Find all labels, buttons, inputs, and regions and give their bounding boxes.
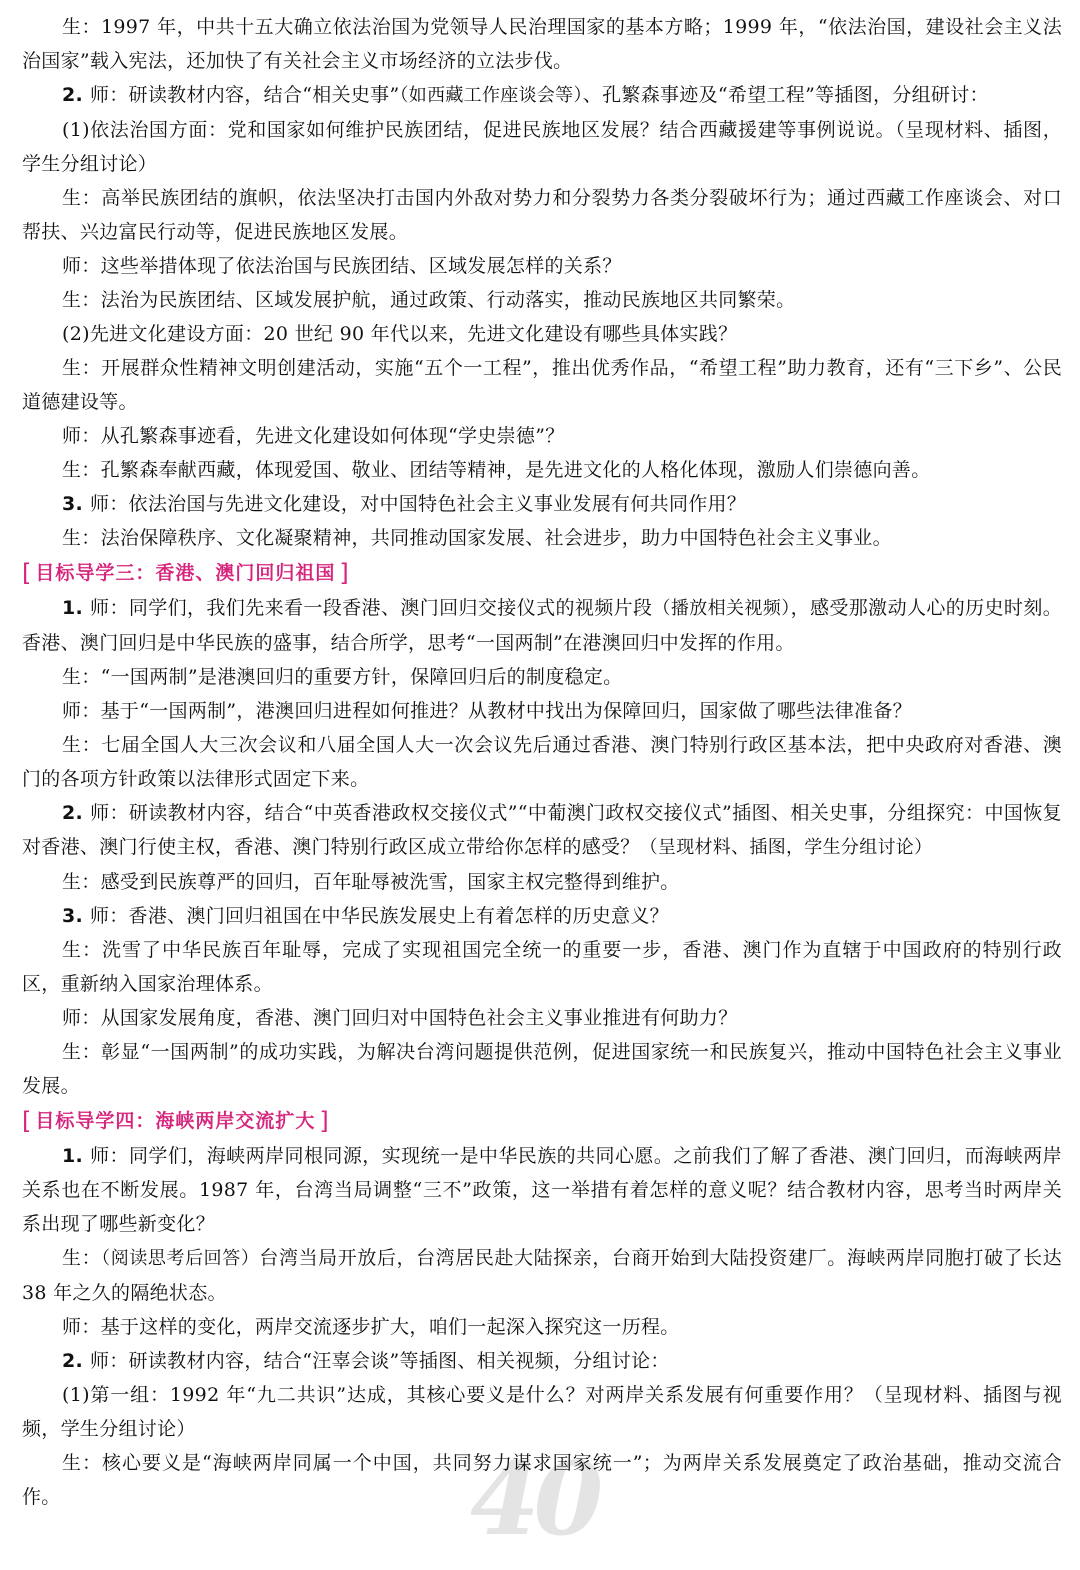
paragraph-note: （呈现材料、插图，学生分组讨论） — [639, 837, 933, 858]
item-number: 2. — [62, 84, 90, 106]
paragraph-note: （如西藏工作座谈会等） — [399, 85, 583, 106]
paragraph — [22, 1344, 1062, 1378]
paragraph: 生：法治保障秩序、文化凝聚精神，共同推动国家发展、社会进步，助力中国特色社会主义事业。 — [62, 527, 892, 549]
paragraph: 生：核心要义是“海峡两岸同属一个中国，共同努力谋求国家统一”；为两岸关系发展奠定了政治基础，推动交流合作。 — [22, 1452, 1062, 1508]
paragraph-text: 师：依法治国与先进文化建设，对中国特色社会主义事业发展有何共同作用？ — [89, 493, 747, 515]
section-title: 目标导学四：海峡两岸交流扩大 — [35, 1110, 316, 1132]
paragraph-text: 师：香港、澳门回归祖国在中华民族发展史上有着怎样的历史意义？ — [89, 905, 669, 927]
right-bracket-icon: ] — [319, 1107, 329, 1135]
paragraph-group-a — [22, 10, 1062, 555]
section-title: 目标导学三：香港、澳门回归祖国 — [35, 562, 336, 584]
paragraph — [22, 1241, 1062, 1310]
paragraph — [22, 591, 1062, 660]
paragraph-text-rest: ，感受那激动人心的历史时刻。香港、澳门回归是中华民族的盛事，结合所学，思考“一国两制”在港澳回归中发挥的作用。 — [22, 597, 1063, 654]
paragraph: 师：基于这样的变化，两岸交流逐步扩大，咱们一起深入探究这一历程。 — [62, 1316, 680, 1338]
paragraph: 生：高举民族团结的旗帜，依法坚决打击国内外敌对势力和分裂势力各类分裂破坏行为；通过西藏工作座谈会、对口帮扶、兴边富民行动等，促进民族地区发展。 — [22, 187, 1062, 243]
paragraph: 生：“一国两制”是港澳回归的重要方针，保障回归后的制度稳定。 — [62, 666, 623, 688]
paragraph-text-rest: 台湾当局开放后，台湾居民赴大陆探亲，台商开始到大陆投资建厂。海峡两岸同胞打破了长达 38 年之久的隔绝状态。 — [22, 1247, 1062, 1304]
paragraph: 生：法治为民族团结、区域发展护航，通过政策、行动落实，推动民族地区共同繁荣。 — [62, 289, 796, 311]
paragraph: 生：彰显“一国两制”的成功实践，为解决台湾问题提供范例，促进国家统一和民族复兴，推动中国特色社会主义事业发展。 — [22, 1041, 1062, 1097]
paragraph-group-b — [22, 591, 1062, 1103]
paragraph: 生：感受到民族尊严的回归，百年耻辱被洗雪，国家主权完整得到维护。 — [62, 871, 680, 893]
paragraph-text: 师：研读教材内容，结合“相关史事” — [89, 84, 400, 106]
item-number: 1. — [62, 597, 91, 619]
paragraph: 生：洗雪了中华民族百年耻辱，完成了实现祖国完全统一的重要一步，香港、澳门作为直辖于中国政府的特别行政区，重新纳入国家治理体系。 — [22, 939, 1062, 995]
paragraph — [22, 487, 1062, 521]
paragraph: 生：七届全国人大三次会议和八届全国人大一次会议先后通过香港、澳门特别行政区基本法，把中央政府对香港、澳门的各项方针政策以法律形式固定下来。 — [22, 734, 1062, 790]
paragraph-text-rest: 、孔繁森事迹及“希望工程”等插图，分组研讨： — [582, 84, 989, 106]
paragraph: (1)依法治国方面：党和国家如何维护民族团结，促进民族地区发展？结合西藏援建等事例说说。（呈现材料、插图，学生分组讨论） — [22, 119, 1062, 175]
paragraph — [22, 78, 1062, 113]
paragraph — [22, 796, 1062, 865]
left-bracket-icon: [ — [22, 559, 32, 587]
paragraph-text: 师：研读教材内容，结合“汪辜会谈”等插图、相关视频，分组讨论： — [89, 1350, 670, 1372]
item-number: 1. — [62, 1145, 91, 1167]
paragraph: (1)第一组：1992 年“九二共识”达成，其核心要义是什么？对两岸关系发展有何重要作用？（呈现材料、插图与视频，学生分组讨论） — [22, 1384, 1062, 1440]
paragraph: 师：基于“一国两制”，港澳回归进程如何推进？从教材中找出为保障回归，国家做了哪些法律准备？ — [62, 700, 912, 722]
paragraph-text: 师：同学们，我们先来看一段香港、澳门回归交接仪式的视频片段 — [90, 597, 653, 619]
paragraph-text: 师：同学们，海峡两岸同根同源，实现统一是中华民族的共同心愿。之前我们了解了香港、澳门回归，而海峡两岸关系也在不断发展。1987 年，台湾当局调整“三不”政策，这一举措有着怎样的意义呢？结合教材内容，思考当时两岸关系出现了哪些新变化？ — [22, 1145, 1062, 1235]
item-number: 3. — [62, 493, 90, 515]
paragraph-text: 师：研读教材内容，结合“中英香港政权交接仪式”“中葡澳门政权交接仪式”插图、相关史事，分组探究：中国恢复对香港、澳门行使主权，香港、澳门特别行政区成立带给你怎样的感受？ — [22, 802, 1062, 858]
paragraph: (2)先进文化建设方面：20 世纪 90 年代以来，先进文化建设有哪些具体实践？ — [62, 323, 738, 345]
paragraph — [22, 1139, 1062, 1241]
item-number: 3. — [62, 905, 90, 927]
item-number: 2. — [62, 1350, 90, 1372]
paragraph: 师：这些举措体现了依法治国与民族团结、区域发展怎样的关系？ — [62, 255, 622, 277]
paragraph-note: （播放相关视频） — [652, 598, 791, 619]
document-page — [22, 10, 1062, 1514]
section-heading-3 — [22, 557, 349, 589]
paragraph: 师：从孔繁森事迹看，先进文化建设如何体现“学史崇德”？ — [62, 425, 565, 447]
paragraph: 生：开展群众性精神文明创建活动，实施“五个一工程”，推出优秀作品，“希望工程”助力教育，还有“三下乡”、公民道德建设等。 — [22, 357, 1062, 413]
item-number: 2. — [62, 802, 91, 824]
paragraph-text: 生： — [62, 1247, 102, 1269]
paragraph-note: （阅读思考后回答） — [101, 1248, 260, 1269]
paragraph-group-c — [22, 1139, 1062, 1514]
paragraph: 师：从国家发展角度，香港、澳门回归对中国特色社会主义事业推进有何助力？ — [62, 1007, 738, 1029]
paragraph: 生：孔繁森奉献西藏，体现爱国、敬业、团结等精神，是先进文化的人格化体现，激励人们崇德向善。 — [62, 459, 931, 481]
page-number: 40 — [470, 1440, 598, 1558]
paragraph: 生：1997 年，中共十五大确立依法治国为党领导人民治理国家的基本方略；1999 年，“依法治国，建设社会主义法治国家”载入宪法，还加快了有关社会主义市场经济的立法步伐。 — [22, 16, 1062, 72]
section-heading-4 — [22, 1105, 329, 1137]
left-bracket-icon: [ — [22, 1107, 32, 1135]
paragraph — [22, 899, 1062, 933]
right-bracket-icon: ] — [339, 559, 349, 587]
